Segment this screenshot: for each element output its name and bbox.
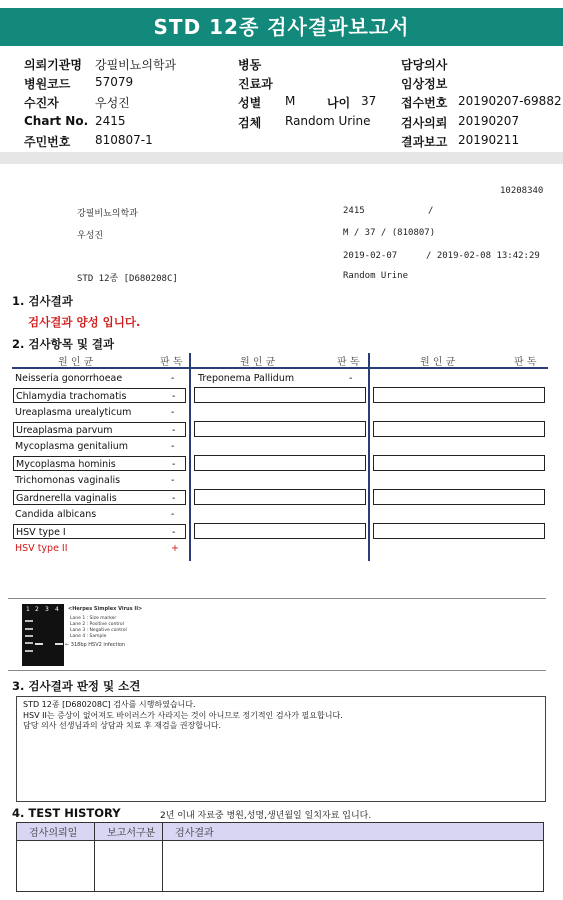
pathogen-name: Treponema Pallidum (198, 373, 295, 384)
history-table (16, 822, 544, 892)
sex-label: 성별 (238, 96, 262, 110)
form-patient: 우성진 (77, 231, 104, 241)
hospital-value: 강필비뇨의학과 (95, 58, 177, 72)
pathogen-name: HSV type I (16, 527, 66, 538)
column-divider (189, 353, 191, 561)
pathogen-result: - (172, 391, 176, 402)
receipt-label: 접수번호 (401, 96, 448, 110)
gel-lane-number: 3 (45, 606, 49, 613)
form-date-reported: / 2019-02-08 13:42:29 (426, 251, 540, 261)
chart-value: 2415 (95, 114, 126, 128)
pathogen-result: - (171, 441, 175, 452)
history-empty-row (17, 841, 544, 892)
code-label: 병원코드 (24, 77, 71, 91)
report-value: 20190211 (458, 133, 520, 147)
pathogen-name: Neisseria gonorrhoeae (15, 373, 123, 384)
section3-title: 3. 검사결과 판정 및 소견 (12, 679, 141, 693)
doctor-label: 담당의사 (401, 58, 448, 72)
form-chart-slash: / (428, 206, 434, 216)
findings-line: STD 12종 [D680208C] 검사를 시행하였습니다. (23, 700, 196, 709)
history-note: 2년 이내 자료중 병원,성명,생년월일 일치자료 입니다. (160, 811, 372, 821)
pathogen-result: + (171, 543, 179, 554)
gel-divider-bottom (8, 670, 546, 671)
gel-arrow-label: ← 318bp HSV2 infection (65, 642, 126, 648)
gel-legend-item: Lane 4 : Sample (70, 634, 107, 639)
request-value: 20190207 (458, 114, 520, 128)
pathogen-result: - (172, 527, 176, 538)
findings-box (16, 696, 546, 802)
empty-row (194, 489, 366, 505)
report-title: STD 12종 검사결과보고서 (0, 8, 563, 46)
pathogen-result: - (171, 407, 175, 418)
col3-pathogen-header: 원 인 균 (420, 357, 456, 368)
column-divider (368, 353, 370, 561)
gel-lane-number: 1 (26, 606, 30, 613)
history-col-date: 검사의뢰일 (17, 823, 95, 841)
clinical-label: 임상정보 (401, 77, 448, 91)
pathogen-name: Chlamydia trachomatis (16, 391, 127, 402)
gel-divider-top (8, 598, 546, 599)
result-row (13, 507, 186, 522)
findings-line: HSV II는 증상이 없어져도 바이러스가 사라지는 것이 아니므로 정기적인 검사가 필요합니다. (23, 710, 343, 720)
age-label: 나이 (327, 96, 351, 110)
hospital-label: 의뢰기관명 (24, 58, 82, 72)
empty-row (373, 421, 545, 437)
doc-number: 10208340 (500, 186, 544, 196)
form-test: STD 12종 [D680208C] (77, 274, 178, 284)
gel-band (25, 642, 33, 644)
result-row (13, 473, 186, 488)
dept-label: 진료과 (238, 77, 273, 91)
empty-row (373, 387, 545, 403)
gel-lane-number: 2 (35, 606, 39, 613)
pathogen-name: Mycoplasma genitalium (15, 441, 129, 452)
code-value: 57079 (95, 75, 134, 89)
pathogen-name: Ureaplasma urealyticum (15, 407, 132, 418)
specimen-value: Random Urine (285, 114, 371, 128)
id-label: 주민번호 (24, 135, 71, 149)
empty-row (373, 455, 545, 471)
gel-legend-item: Lane 1 : Size marker (70, 616, 117, 621)
gel-legend-item: Lane 2 : Positive control (70, 622, 124, 627)
id-value: 810807-1 (95, 133, 153, 147)
form-hospital: 강필비뇨의학과 (77, 209, 138, 219)
col2-result-header: 판 독 (337, 357, 360, 368)
section4-title: 4. TEST HISTORY (12, 806, 121, 820)
gel-band (25, 635, 33, 637)
result-row (13, 422, 186, 437)
patient-value: 우성진 (95, 96, 130, 110)
report-label: 결과보고 (401, 135, 448, 149)
pathogen-result: - (172, 425, 176, 436)
findings-line: 담당 의사 선생님과의 상담과 치료 후 재검을 권장합니다. (23, 721, 222, 730)
empty-row (373, 489, 545, 505)
result-row (194, 371, 365, 386)
gel-band (35, 643, 43, 645)
result-row (13, 439, 186, 454)
result-row-positive (13, 541, 186, 556)
empty-row (194, 455, 366, 471)
result-row (13, 388, 186, 403)
pathogen-name: HSV type II (15, 543, 68, 554)
pathogen-result: - (349, 373, 353, 384)
section2-title: 2. 검사항목 및 결과 (12, 337, 115, 351)
result-row (13, 371, 186, 386)
pathogen-name: Mycoplasma hominis (16, 459, 116, 470)
patient-label: 수진자 (24, 96, 59, 110)
col1-result-header: 판 독 (160, 357, 183, 368)
history-col-result: 검사결과 (163, 823, 544, 841)
pathogen-name: Trichomonas vaginalis (15, 475, 121, 486)
result-row (13, 524, 186, 539)
request-label: 검사의뢰 (401, 116, 448, 130)
ward-label: 병동 (238, 58, 262, 72)
pathogen-name: Gardnerella vaginalis (16, 493, 117, 504)
results-table-header (12, 353, 548, 369)
empty-row (194, 523, 366, 539)
pathogen-result: - (172, 493, 176, 504)
gel-band (55, 643, 63, 645)
empty-row (194, 387, 366, 403)
form-date-received: 2019-02-07 (343, 251, 398, 261)
gel-title: <Herpes Simplex Virus II> (68, 606, 143, 612)
pathogen-result: - (171, 373, 175, 384)
gel-band (25, 650, 33, 652)
col2-pathogen-header: 원 인 균 (240, 357, 276, 368)
gel-band (25, 620, 33, 622)
sex-value: M (285, 94, 296, 108)
form-sex-age: M / 37 / (810807) (343, 228, 436, 238)
gel-band (25, 628, 33, 630)
overall-result: 검사결과 양성 입니다. (28, 315, 141, 329)
result-row (13, 405, 186, 420)
pathogen-name: Ureaplasma parvum (16, 425, 113, 436)
pathogen-name: Candida albicans (15, 509, 97, 520)
pathogen-result: - (172, 459, 176, 470)
result-row (13, 490, 186, 505)
form-chart: 2415 (343, 206, 365, 216)
age-value: 37 (361, 94, 377, 108)
result-row (13, 456, 186, 471)
empty-row (373, 523, 545, 539)
form-specimen: Random Urine (343, 271, 409, 281)
empty-row (194, 421, 366, 437)
col1-pathogen-header: 원 인 균 (58, 357, 94, 368)
pathogen-result: - (171, 475, 175, 486)
pathogen-result: - (171, 509, 175, 520)
history-col-type: 보고서구분 (95, 823, 163, 841)
specimen-label: 검체 (238, 116, 262, 130)
header-divider (0, 152, 563, 164)
gel-legend-item: Lane 3 : Negative control (70, 628, 127, 633)
section1-title: 1. 검사결과 (12, 294, 73, 308)
gel-lane-number: 4 (55, 606, 59, 613)
receipt-value: 20190207-69882 (458, 94, 562, 108)
chart-label: Chart No. (24, 114, 89, 128)
col3-result-header: 판 독 (514, 357, 537, 368)
